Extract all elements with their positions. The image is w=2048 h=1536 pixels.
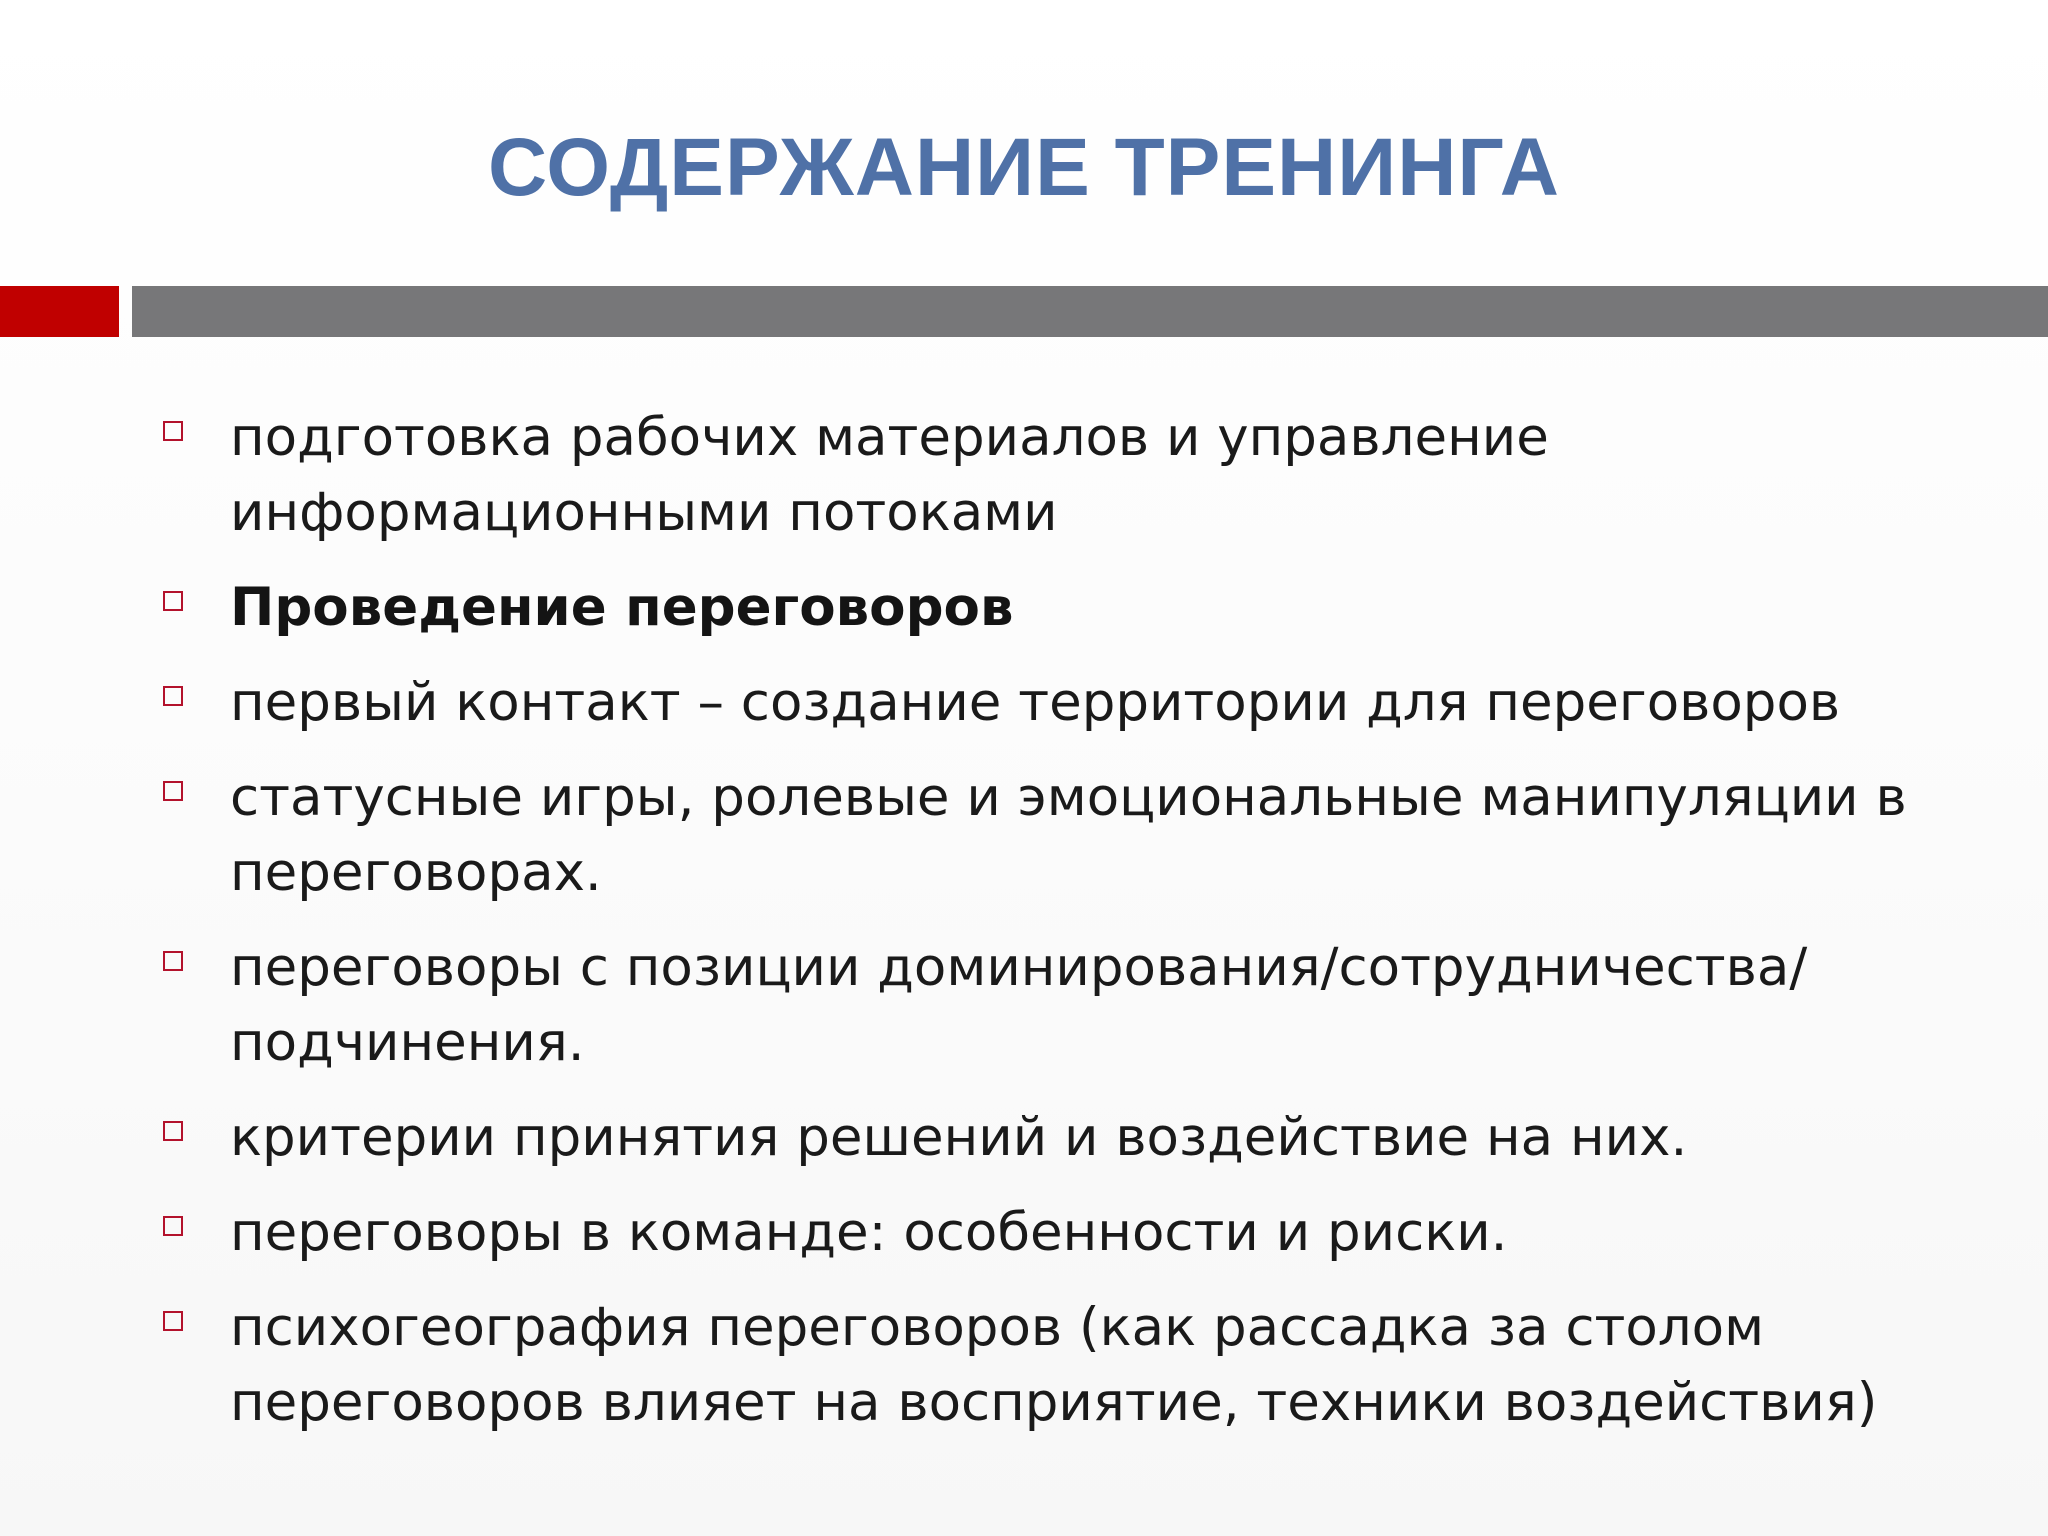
square-bullet-icon [163, 421, 183, 441]
title-divider-accent-red [0, 286, 119, 337]
list-item [0, 1290, 2048, 1440]
list-item [0, 665, 2048, 740]
list-item-text: первый контакт – создание территории для переговоров [230, 672, 1841, 733]
list-item [0, 930, 2048, 1080]
list-item-text: Проведение переговоров [230, 577, 1014, 638]
list-item-text: критерии принятия решений и воздействие на них. [230, 1107, 1688, 1168]
square-bullet-icon [163, 951, 183, 971]
list-item-text: психогеография переговоров (как рассадка за столом переговоров влияет на восприятие, техники воздействия) [230, 1297, 1878, 1433]
list-item-text: переговоры в команде: особенности и риски. [230, 1202, 1508, 1263]
square-bullet-icon [163, 781, 183, 801]
list-item [0, 1195, 2048, 1270]
list-item [0, 570, 2048, 645]
square-bullet-icon [163, 686, 183, 706]
content-bullet-list [0, 400, 2048, 1460]
square-bullet-icon [163, 591, 183, 611]
square-bullet-icon [163, 1216, 183, 1236]
title-divider-bar-gray [132, 286, 2048, 337]
slide-title: СОДЕРЖАНИЕ ТРЕНИНГА [488, 122, 1560, 213]
list-item [0, 1100, 2048, 1175]
list-item-text: переговоры с позиции доминирования/сотрудничества/подчинения. [230, 937, 1808, 1073]
square-bullet-icon [163, 1121, 183, 1141]
list-item [0, 760, 2048, 910]
list-item-text: статусные игры, ролевые и эмоциональные манипуляции в переговорах. [230, 767, 1907, 903]
list-item-text: подготовка рабочих материалов и управление информационными потоками [230, 407, 1549, 543]
list-item [0, 400, 2048, 550]
square-bullet-icon [163, 1311, 183, 1331]
